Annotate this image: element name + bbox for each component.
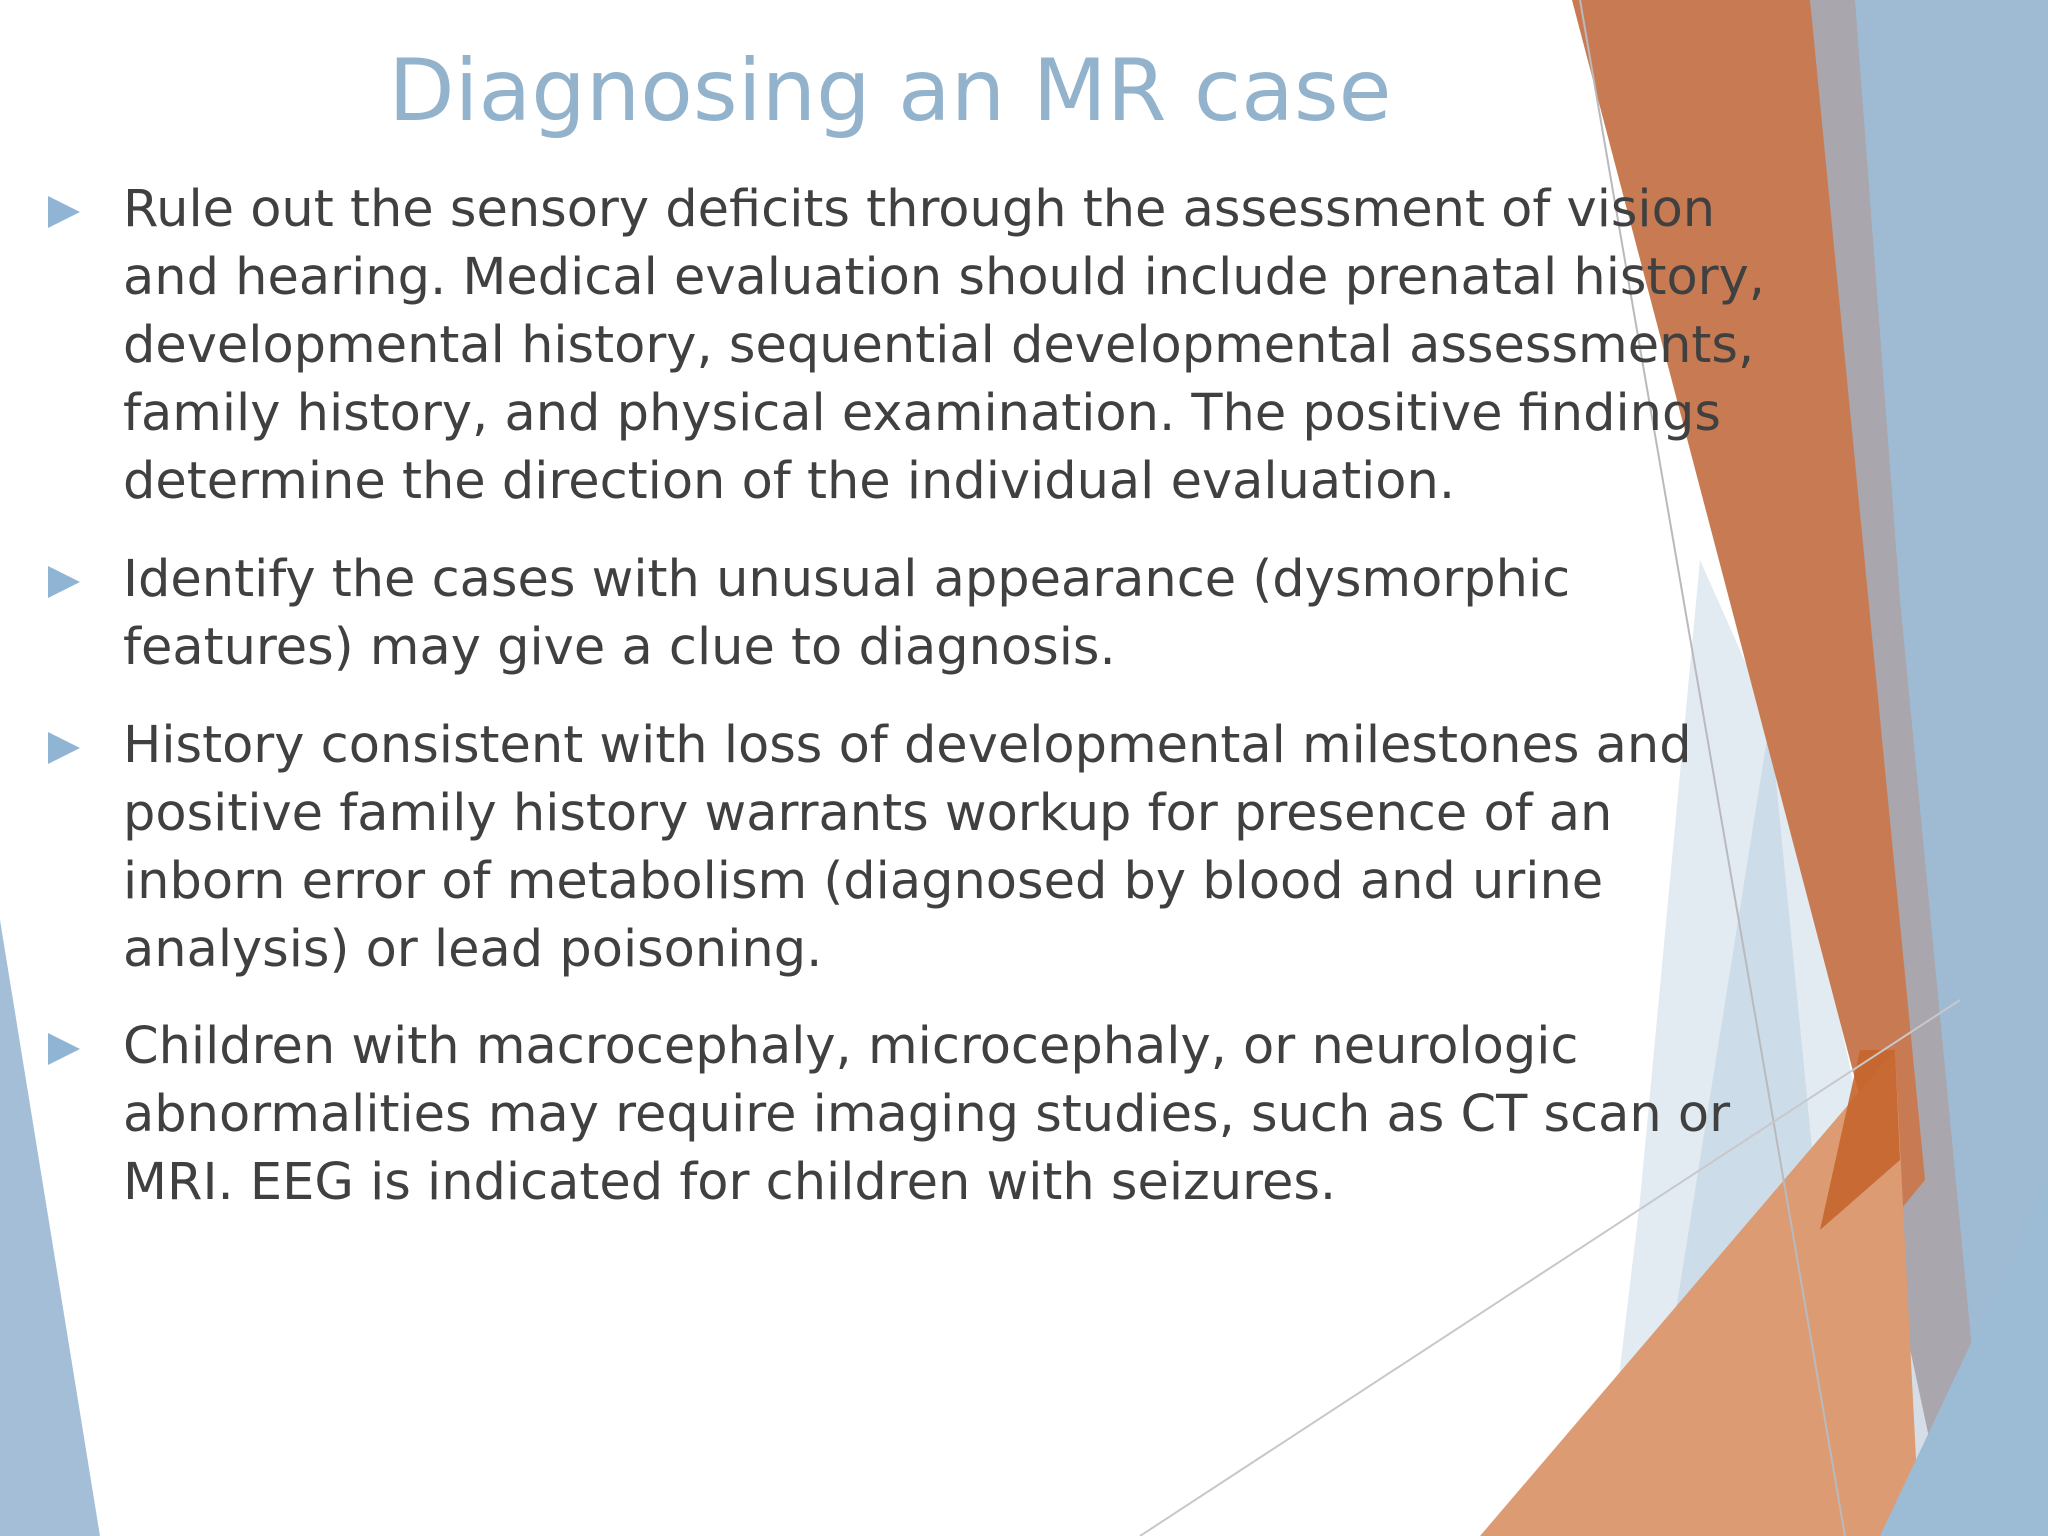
- triangle-right-icon: [46, 730, 82, 766]
- triangle-right-icon: [46, 564, 82, 600]
- bullet-text: Children with macrocephaly, microcephaly, or neurologic abnormalities may require imaging studies, such as CT scan or MRI. EEG is indicated for children with seizures.: [123, 1017, 1731, 1212]
- bullet-text: Rule out the sensory deficits through the assessment of vision and hearing. Medical evaluation should include prenatal history, developmental history, sequential developmental assessments, family history, and physical examination. The positive findings determine the direction of the individual evaluation.: [123, 180, 1766, 511]
- slide-title: Diagnosing an MR case: [388, 41, 1392, 141]
- bullet-text: History consistent with loss of developmental milestones and positive family history warrants workup for presence of an inborn error of metabolism (diagnosed by blood and urine analysis) or lead poisoning.: [123, 716, 1692, 979]
- triangle-right-icon: [46, 1031, 82, 1067]
- bullet-text: Identify the cases with unusual appearance (dysmorphic features) may give a clue to diagnosis.: [123, 550, 1571, 677]
- triangle-right-icon: [46, 194, 82, 230]
